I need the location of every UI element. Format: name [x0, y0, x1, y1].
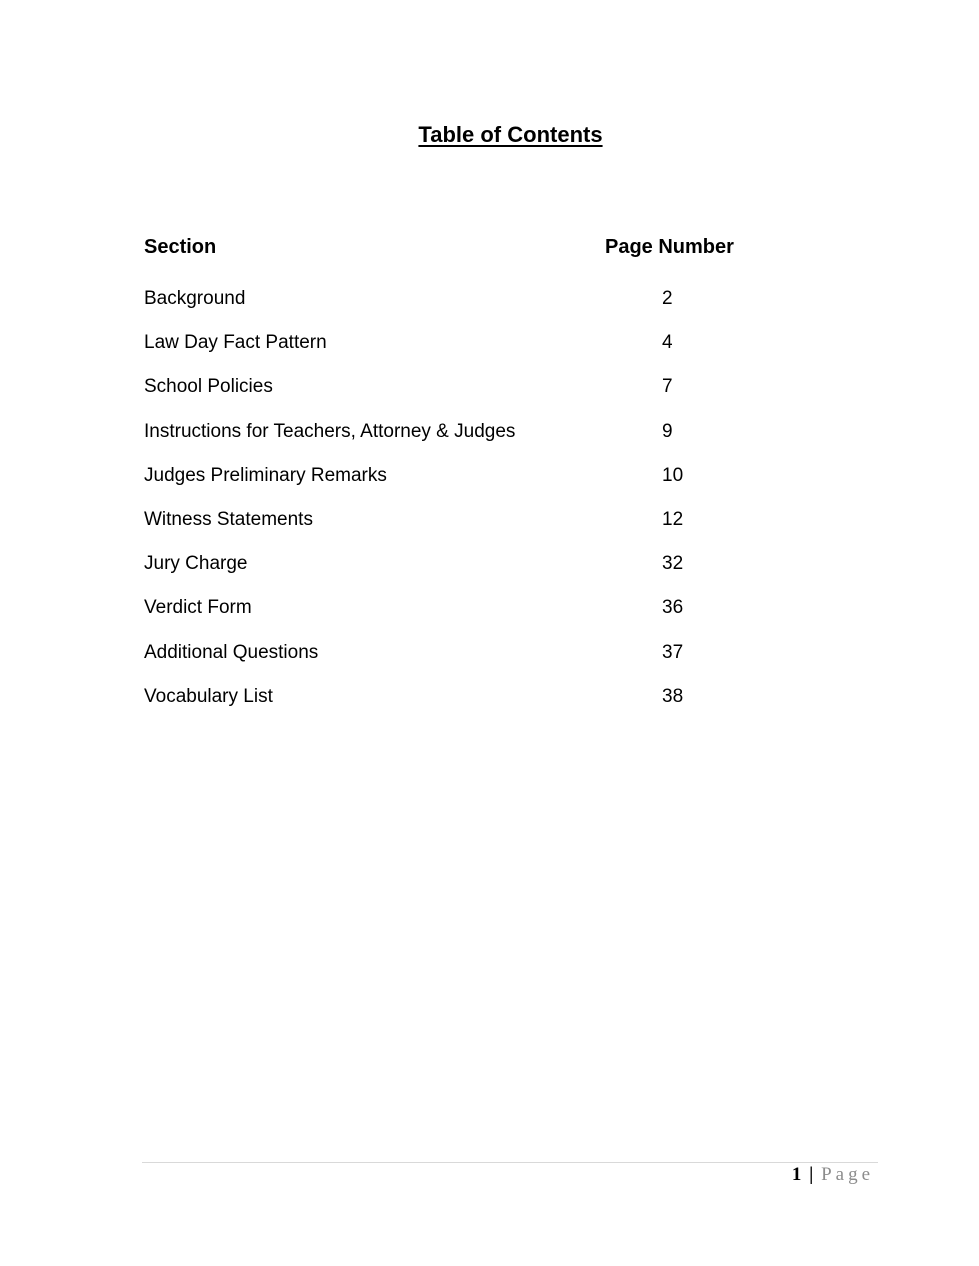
toc-entry-page: 36 [662, 597, 684, 619]
toc-entry-jury-charge [144, 553, 844, 597]
toc-entry-page: 4 [662, 332, 673, 354]
toc-list [144, 288, 844, 730]
toc-entry-verdict-form [144, 597, 844, 641]
toc-entry-label: Additional Questions [144, 641, 319, 663]
toc-entry-page: 10 [662, 464, 684, 486]
toc-entry-page: 2 [662, 288, 673, 309]
toc-entry-instructions [144, 421, 844, 465]
toc-entry-label: Jury Charge [144, 553, 248, 575]
toc-entry-page: 32 [662, 553, 684, 575]
toc-entry-page: 37 [662, 641, 684, 663]
page-footer [792, 1164, 874, 1186]
toc-entry-label: Vocabulary List [144, 685, 273, 707]
toc-entry-judges-preliminary-remarks [144, 465, 844, 509]
toc-header [144, 236, 844, 264]
toc-entry-page: 12 [662, 508, 684, 530]
toc-entry-vocabulary-list [144, 686, 844, 730]
toc-entry-school-policies [144, 376, 844, 420]
toc-entry-label: Judges Preliminary Remarks [144, 464, 387, 486]
toc-entry-page: 38 [662, 685, 684, 707]
page-number-column-header: Page Number [605, 236, 734, 258]
toc-entry-label: Background [144, 288, 246, 309]
page-title: Table of Contents [418, 122, 603, 147]
toc-entry-label: Instructions for Teachers, Attorney & Judges [144, 420, 516, 442]
toc-entry-background [144, 288, 844, 332]
toc-entry-page: 7 [662, 376, 673, 398]
toc-entry-label: School Policies [144, 376, 273, 398]
toc-entry-page: 9 [662, 420, 673, 442]
footer-divider [142, 1162, 878, 1163]
toc-entry-label: Verdict Form [144, 597, 252, 619]
toc-entry-law-day-fact-pattern [144, 332, 844, 376]
footer-page-number: 1 [791, 1164, 802, 1185]
toc-entry-additional-questions [144, 642, 844, 686]
toc-entry-witness-statements [144, 509, 844, 553]
footer-page-label: Page [821, 1164, 874, 1185]
section-column-header: Section [144, 236, 217, 258]
toc-entry-label: Law Day Fact Pattern [144, 332, 327, 354]
toc-entry-label: Witness Statements [144, 508, 313, 530]
footer-separator: | [809, 1164, 814, 1185]
